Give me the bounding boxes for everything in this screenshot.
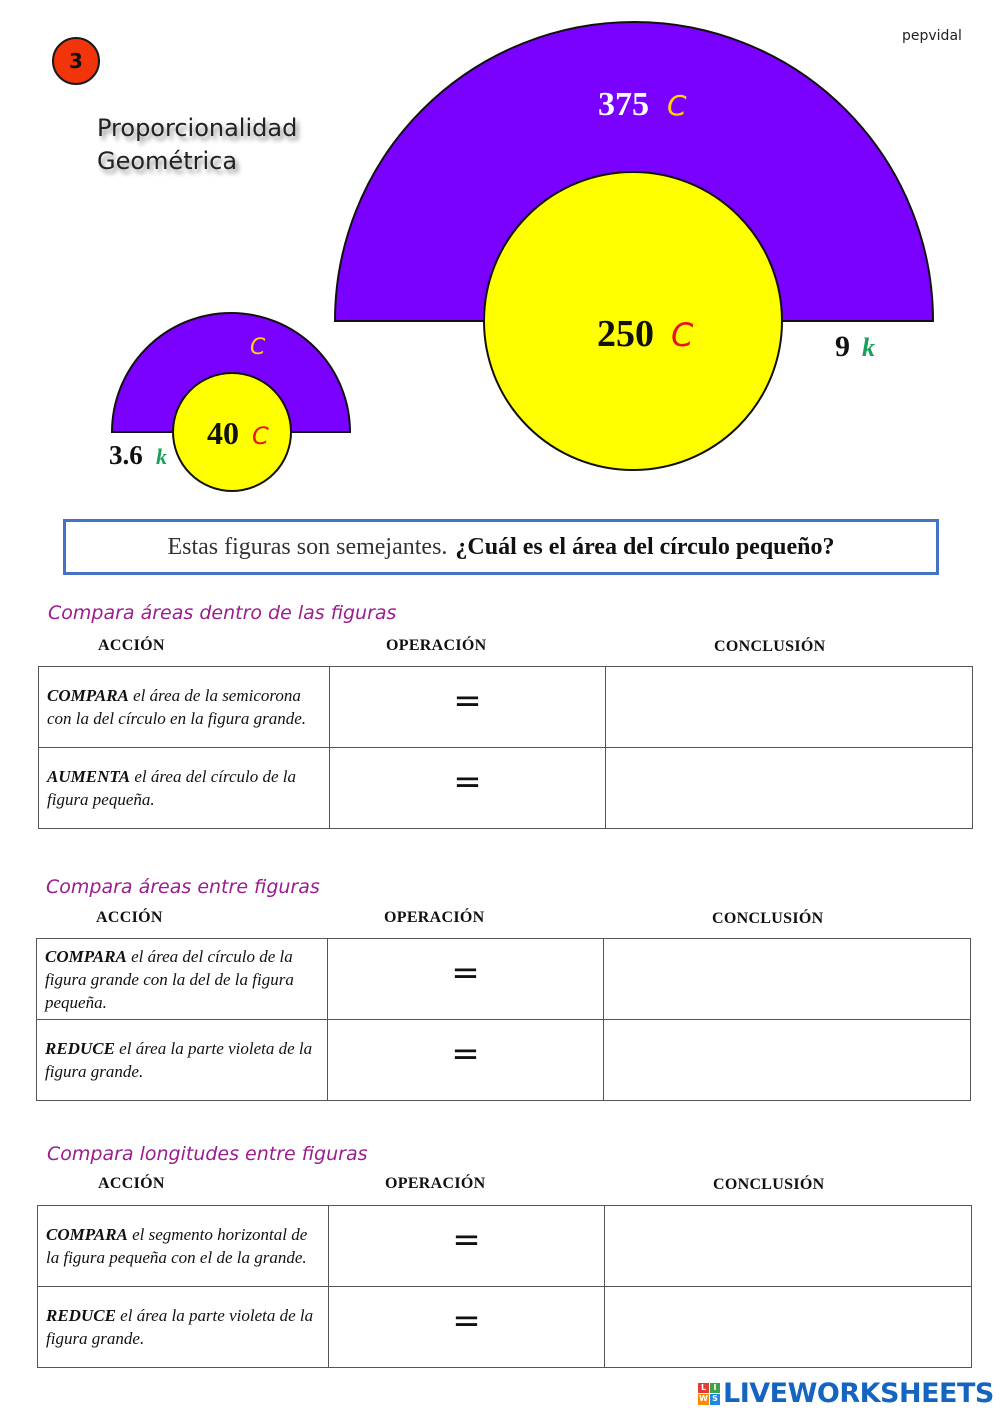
conclusion-cell[interactable]	[606, 748, 973, 829]
header-conclusion-1: CONCLUSIÓN	[714, 638, 826, 655]
logo-letter: S	[710, 1394, 721, 1405]
operation-cell[interactable]	[328, 1020, 604, 1101]
action-cell	[39, 748, 330, 829]
table-row	[37, 1020, 971, 1101]
action-verb: COMPARA	[45, 946, 127, 966]
question-box	[63, 519, 939, 575]
number-badge: 3	[52, 37, 100, 85]
table-section-3	[37, 1205, 972, 1368]
header-operacion-3: OPERACIÓN	[385, 1175, 486, 1192]
equals-sign: =	[453, 681, 482, 721]
action-cell	[38, 1206, 329, 1287]
brand-name: LIVEWORKSHEETS	[723, 1378, 994, 1409]
section-title-2: Compara áreas entre figuras	[46, 876, 320, 898]
action-text: el área de la semicorona con la del círculo en la figura grande.	[47, 686, 307, 728]
action-text: el área la parte violeta de la figura grande.	[45, 1039, 313, 1081]
table-row	[38, 1287, 972, 1368]
header-conclusion-3: CONCLUSIÓN	[713, 1176, 825, 1193]
operation-cell[interactable]	[329, 1206, 605, 1287]
action-verb: AUMENTA	[47, 767, 131, 786]
title-line-1: Proporcionalidad	[97, 114, 298, 142]
large-side-var: k	[862, 333, 875, 362]
small-side-var: k	[156, 444, 167, 469]
header-operacion-1: OPERACIÓN	[386, 637, 487, 654]
action-cell	[37, 939, 328, 1020]
table-section-2	[36, 938, 971, 1101]
conclusion-cell[interactable]	[604, 1020, 971, 1101]
action-verb: REDUCE	[46, 1306, 116, 1325]
conclusion-cell[interactable]	[606, 667, 973, 748]
header-accion-3: ACCIÓN	[98, 1175, 165, 1192]
large-inner-value: 250	[597, 313, 654, 355]
title-line-2: Geométrica	[97, 147, 238, 175]
action-cell	[39, 667, 330, 748]
operation-cell[interactable]	[329, 1287, 605, 1368]
action-cell	[38, 1287, 329, 1368]
large-outer-value: 375	[598, 86, 649, 123]
equals-sign: =	[452, 1220, 481, 1260]
operation-cell[interactable]	[330, 667, 606, 748]
action-verb: COMPARA	[46, 1225, 128, 1244]
section-title-3: Compara longitudes entre figuras	[47, 1143, 368, 1165]
table-section-1	[38, 666, 973, 829]
table-row	[37, 939, 971, 1020]
question-ask: ¿Cuál es el área del círculo pequeño?	[455, 533, 835, 560]
logo-letter: I	[710, 1383, 721, 1394]
action-verb: REDUCE	[45, 1039, 115, 1058]
table-row	[38, 1206, 972, 1287]
action-cell	[37, 1020, 328, 1101]
operation-cell[interactable]	[330, 748, 606, 829]
action-text: el área del círculo de la figura grande con la del de la figura pequeña.	[45, 946, 294, 1012]
table-row	[39, 667, 973, 748]
action-text: el segmento horizontal de la figura pequeña con el de la grande.	[46, 1225, 308, 1267]
small-inner-value: 40	[207, 415, 239, 451]
large-inner-var: C	[671, 316, 694, 354]
question-lead: Estas figuras son semejantes.	[167, 533, 448, 560]
equals-sign: =	[452, 1301, 481, 1341]
large-side-value: 9	[835, 330, 850, 363]
small-side-value: 3.6	[109, 440, 143, 470]
equals-sign: =	[451, 1034, 480, 1074]
action-verb: COMPARA	[47, 686, 129, 705]
logo-letter: W	[699, 1394, 708, 1403]
conclusion-cell[interactable]	[604, 939, 971, 1020]
operation-cell[interactable]	[328, 939, 604, 1020]
conclusion-cell[interactable]	[605, 1206, 972, 1287]
large-outer-var: C	[667, 89, 687, 122]
equals-sign: =	[453, 762, 482, 802]
figures-illustration	[0, 0, 1000, 510]
liveworksheets-logo[interactable]	[698, 1378, 994, 1409]
small-inner-var: C	[252, 422, 269, 450]
header-accion-1: ACCIÓN	[98, 637, 165, 654]
small-outer-var: C	[250, 335, 266, 360]
author-label: pepvidal	[902, 28, 962, 44]
table-row	[39, 748, 973, 829]
logo-letter: L	[698, 1383, 709, 1394]
header-conclusion-2: CONCLUSIÓN	[712, 910, 824, 927]
header-accion-2: ACCIÓN	[96, 909, 163, 926]
section-title-1: Compara áreas dentro de las figuras	[48, 602, 397, 624]
action-text: el área la parte violeta de la figura grande.	[46, 1306, 314, 1348]
equals-sign: =	[451, 953, 480, 993]
conclusion-cell[interactable]	[605, 1287, 972, 1368]
action-text: el área del círculo de la figura pequeña.	[47, 767, 296, 809]
logo-icon	[698, 1383, 720, 1405]
header-operacion-2: OPERACIÓN	[384, 909, 485, 926]
